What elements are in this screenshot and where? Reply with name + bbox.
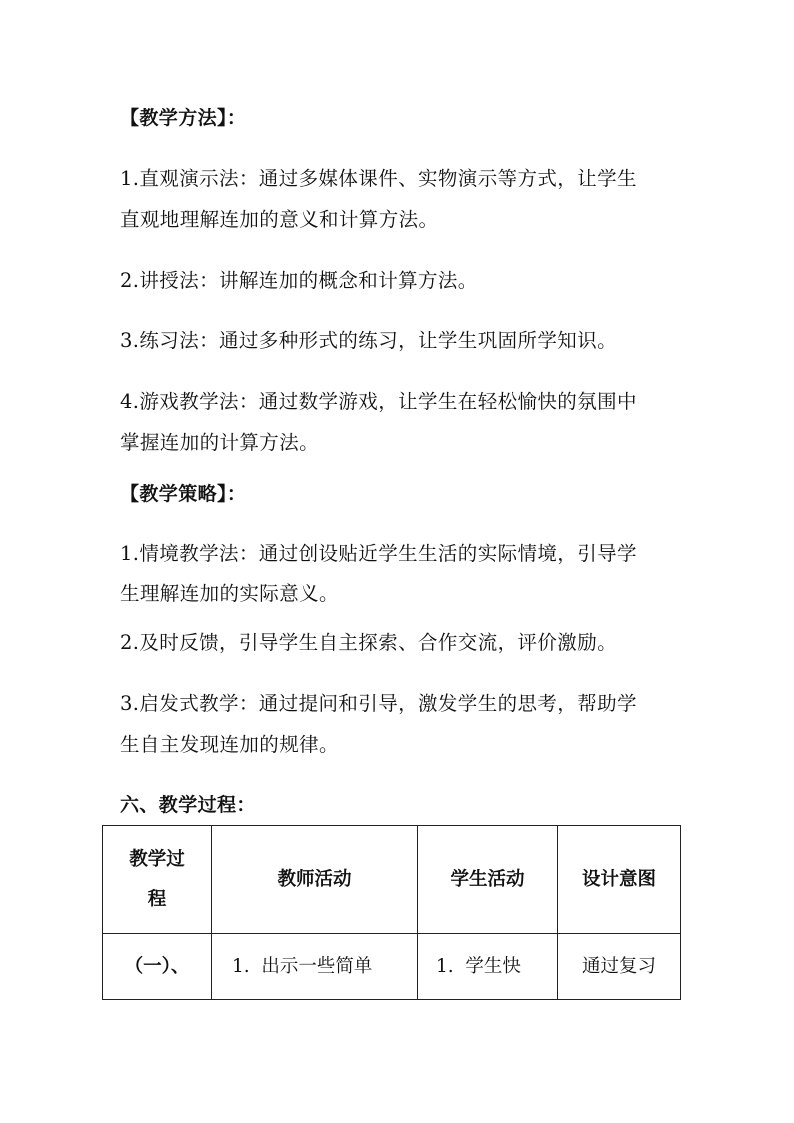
table-row xyxy=(103,934,681,1000)
strategy-3-line-2: 生自主发现连加的规律。 xyxy=(120,733,339,756)
method-4-line-2: 掌握连加的计算方法。 xyxy=(120,431,320,454)
header-stage-line-1: 教学过 xyxy=(129,848,185,870)
table-cell-student-activity: 1. 学生快 xyxy=(418,934,558,1000)
strategy-1-line-1: 1.情境教学法：通过创设贴近学生生活的实际情境，引导学 xyxy=(120,542,637,565)
method-1-line-2: 直观地理解连加的意义和计算方法。 xyxy=(120,208,439,231)
table-header-cell xyxy=(212,826,418,934)
method-4-line-1: 4.游戏教学法：通过数学游戏，让学生在轻松愉快的氛围中 xyxy=(120,390,637,413)
method-1-line-1: 1.直观演示法：通过多媒体课件、实物演示等方式，让学生 xyxy=(120,167,637,190)
teaching-process-heading: 六、教学过程： xyxy=(120,794,256,816)
table-cell-stage: （一）、 xyxy=(103,934,212,1000)
table-header-cell xyxy=(103,826,212,934)
method-3-line-1: 3.练习法：通过多种形式的练习，让学生巩固所学知识。 xyxy=(120,329,618,352)
table-header-cell xyxy=(558,826,681,934)
table-header-row xyxy=(103,826,681,934)
header-design-intent: 设计意图 xyxy=(581,868,656,890)
table-header-cell xyxy=(418,826,558,934)
teaching-methods-heading: 【教学方法】： xyxy=(120,107,247,129)
teaching-strategies-heading: 【教学策略】： xyxy=(120,483,247,505)
header-student-activity: 学生活动 xyxy=(450,868,525,890)
strategy-2-line-1: 2.及时反馈，引导学生自主探索、合作交流，评价激励。 xyxy=(120,631,618,654)
table-cell-design-intent: 通过复习 xyxy=(558,934,681,1000)
header-stage-line-2: 程 xyxy=(147,888,167,910)
strategy-3-line-1: 3.启发式教学：通过提问和引导，激发学生的思考，帮助学 xyxy=(120,692,637,715)
header-teacher-activity: 教师活动 xyxy=(277,868,352,890)
method-2-line-1: 2.讲授法：讲解连加的概念和计算方法。 xyxy=(120,269,478,292)
strategy-1-line-2: 生理解连加的实际意义。 xyxy=(120,582,339,605)
table-cell-teacher-activity: 1. 出示一些简单 xyxy=(212,934,418,1000)
teaching-process-table xyxy=(102,825,681,1000)
